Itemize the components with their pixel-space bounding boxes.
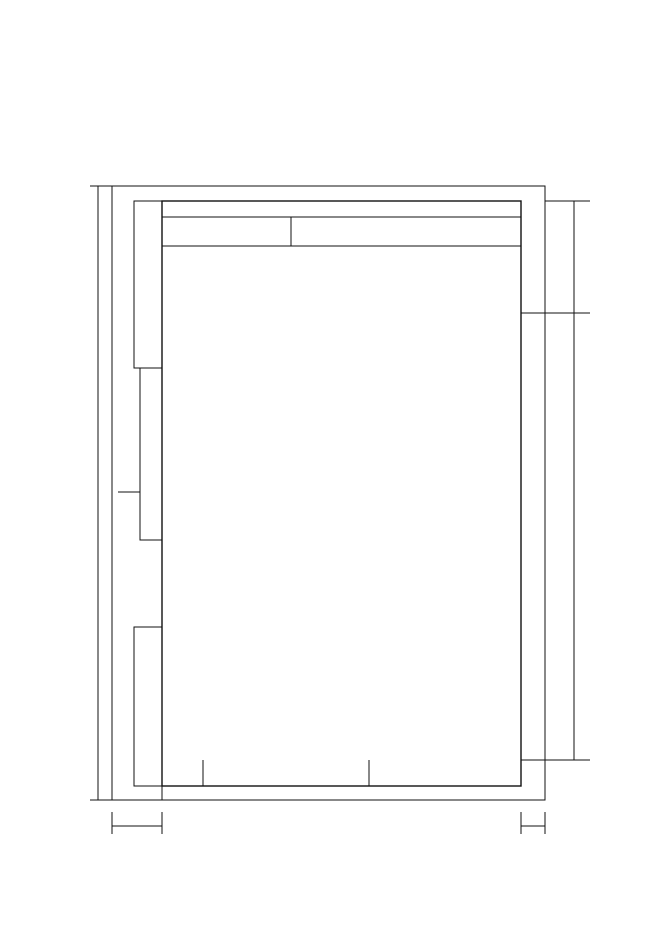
sheet-border (112, 186, 545, 800)
side-stamp-3 (134, 627, 162, 786)
form-frame (162, 201, 521, 786)
side-stamp-2 (140, 368, 162, 540)
side-stamp-1 (134, 201, 162, 368)
